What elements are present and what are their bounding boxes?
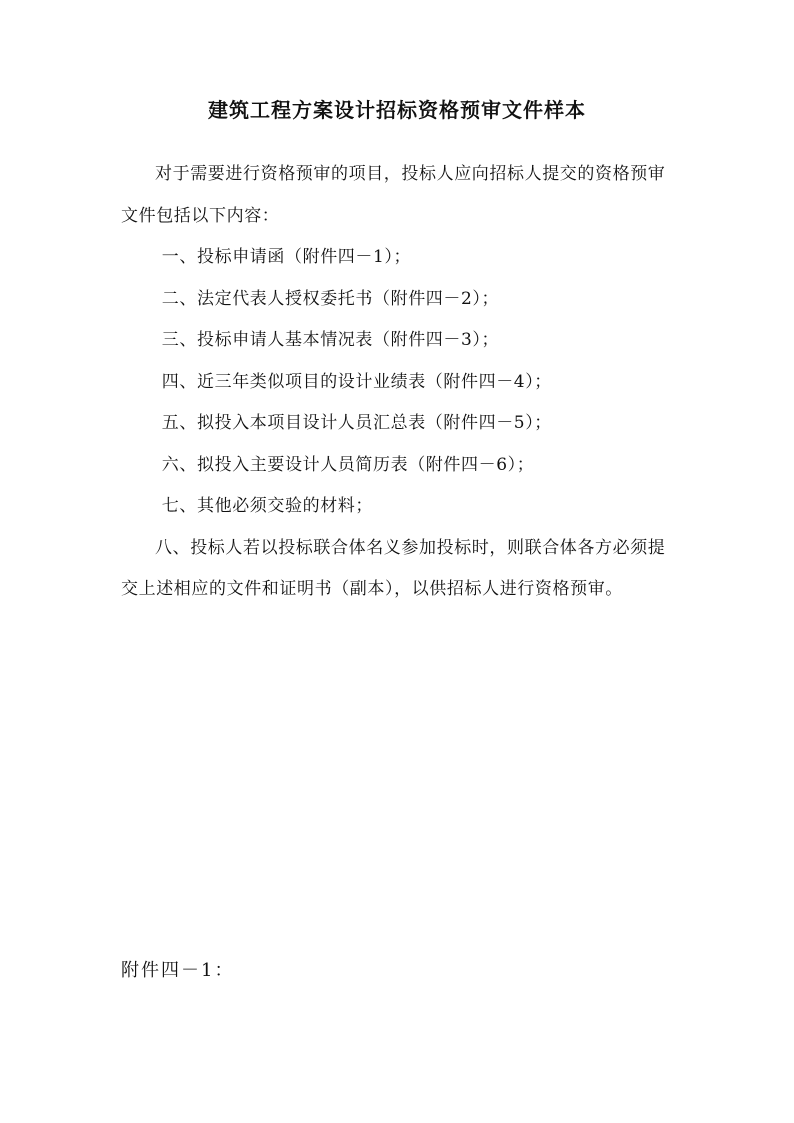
list-item-5: 五、拟投入本项目设计人员汇总表（附件四－5）； (161, 413, 552, 433)
intro-paragraph: 对于需要进行资格预审的项目，投标人应向招标人提交的资格预审文件包括以下内容： (121, 164, 666, 226)
closing-paragraph: 八、投标人若以投标联合体名义参加投标时，则联合体各方必须提交上述相应的文件和证明书（副本），以供招标人进行资格预审。 (121, 537, 666, 599)
list-item-6: 六、拟投入主要设计人员简历表（附件四－6）； (161, 454, 535, 475)
list-item-7: 七、其他必须交验的材料； (161, 496, 373, 516)
list-item-1: 一、投标申请函（附件四－1）； (161, 247, 412, 267)
list-item-4: 四、近三年类似项目的设计业绩表（附件四－4）； (161, 371, 552, 392)
document-body (121, 154, 677, 611)
attachment-label: 附件四－1： (121, 960, 235, 981)
list-item-2: 二、法定代表人授权委托书（附件四－2）； (161, 288, 500, 309)
document-title: 建筑工程方案设计招标资格预审文件样本 (208, 98, 586, 122)
list-item-3: 三、投标申请人基本情况表（附件四－3）； (161, 330, 500, 350)
